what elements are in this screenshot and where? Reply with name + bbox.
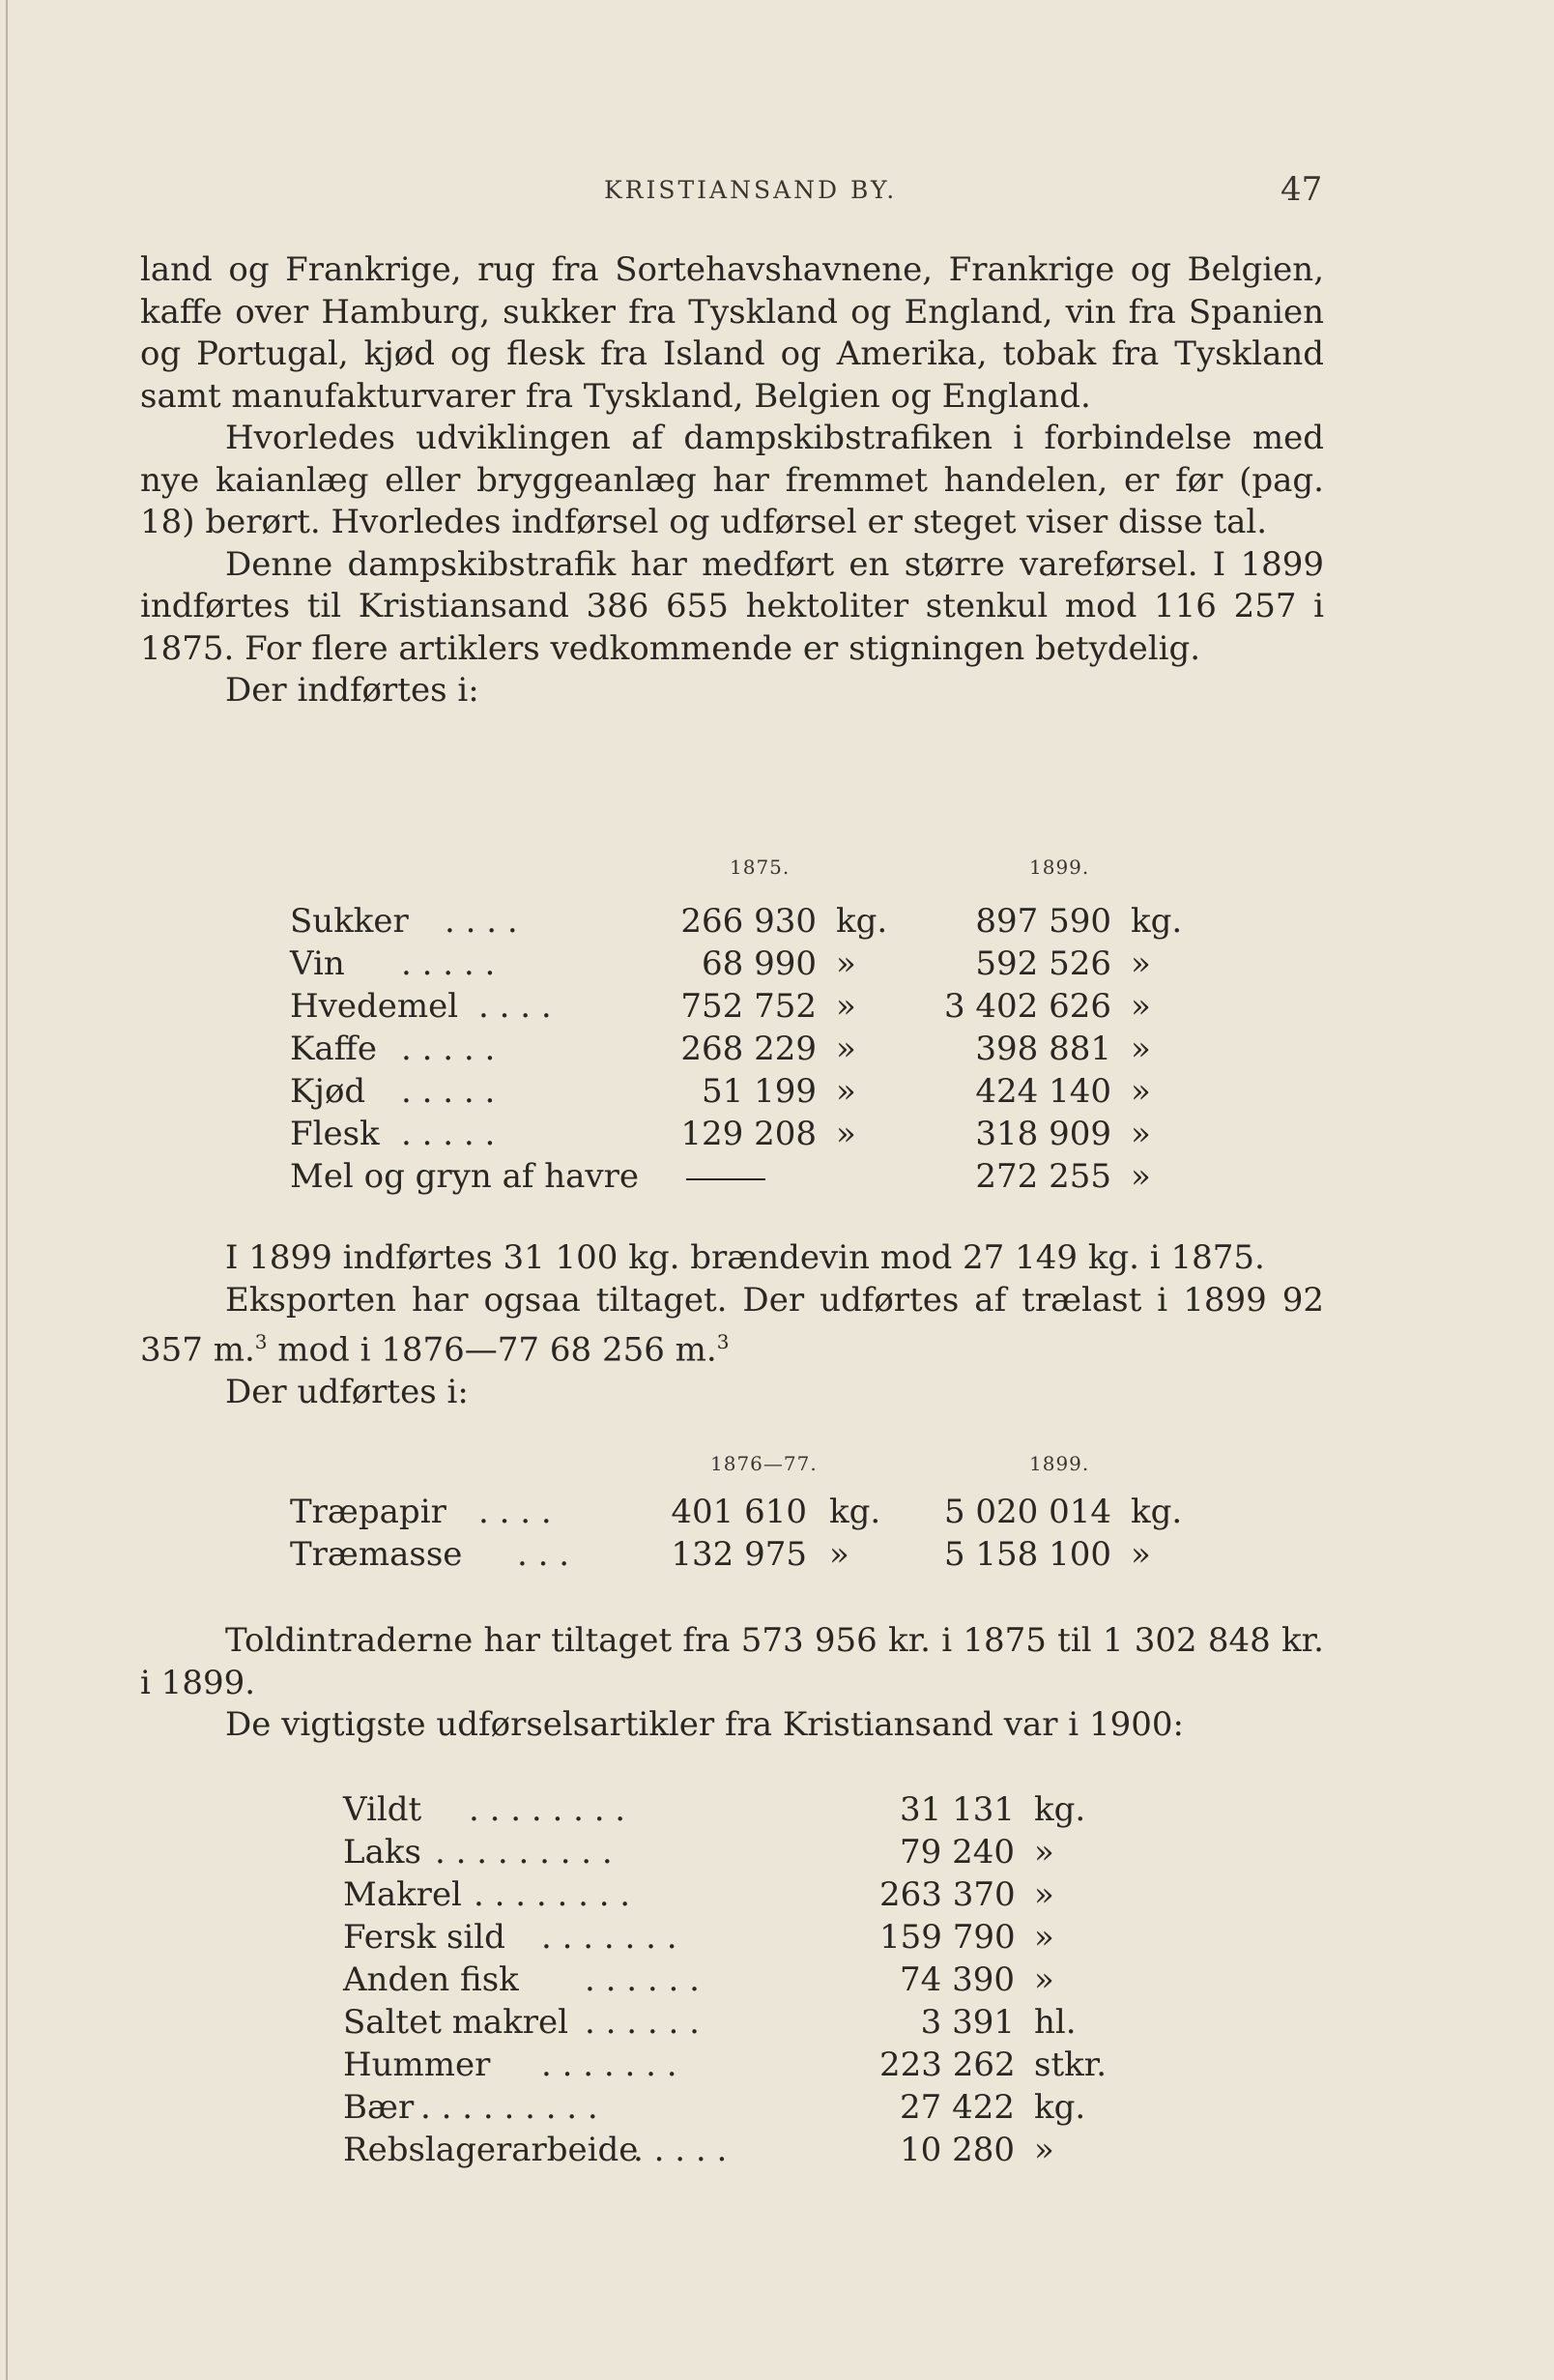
empty-value-dash — [686, 1178, 765, 1180]
unit-1875: » — [836, 1030, 856, 1068]
table-row — [290, 1493, 1208, 1535]
value-1875: 268 229 — [680, 1030, 817, 1068]
value-1899: 398 881 — [975, 1030, 1111, 1068]
leader-dots: . . . . . . . . . — [435, 1833, 613, 1872]
value-1876-77: 401 610 — [671, 1493, 807, 1531]
leader-dots: . . . . . . — [585, 2003, 700, 2042]
row-label: Saltet makrel — [343, 2003, 569, 2042]
value-1899: 272 255 — [975, 1157, 1111, 1196]
paragraph: Toldintraderne har tiltaget fra 573 956 kr. i 1875 til 1 302 848 kr. i 1899. — [140, 1621, 1324, 1702]
value-1899: 5 158 100 — [943, 1535, 1111, 1574]
row-unit: hl. — [1034, 2003, 1077, 2042]
paragraph: Hvorledes udviklingen af dampskibstrafiken i forbindelse med nye kaianlæg eller bryggeanlæg har fremmet handelen, er før (pag. 18) berørt. Hvorledes indførsel og udførsel er steget viser disse tal. — [140, 419, 1324, 541]
value-1875: 129 208 — [680, 1115, 817, 1153]
page-header — [0, 166, 1554, 215]
table-row — [343, 2046, 1213, 2088]
leader-dots: . . . . . — [401, 1030, 496, 1068]
row-unit: kg. — [1034, 1790, 1086, 1829]
unit-1875: » — [836, 944, 856, 983]
row-value: 223 262 — [879, 2046, 1016, 2084]
row-value: 74 390 — [900, 1960, 1015, 1999]
row-label: Hvedemel — [290, 987, 459, 1026]
unit-1899: » — [1131, 1115, 1151, 1153]
row-label: Laks — [343, 1833, 421, 1872]
row-label: Træpapir — [290, 1493, 446, 1531]
row-value: 159 790 — [879, 1918, 1016, 1957]
leader-dots: . . . . . . . . — [474, 1875, 631, 1914]
row-value: 263 370 — [879, 1875, 1016, 1914]
table-row — [343, 1918, 1213, 1960]
table-row — [290, 1115, 1208, 1157]
row-value: 31 131 — [900, 1790, 1015, 1829]
unit-1899: » — [1131, 987, 1151, 1026]
row-unit: » — [1034, 2131, 1054, 2169]
value-1899: 424 140 — [975, 1072, 1111, 1111]
column-header: 1876—77. — [710, 1452, 818, 1475]
column-header: 1899. — [1029, 856, 1090, 879]
value-1875: 752 752 — [680, 987, 817, 1026]
row-label: Hummer — [343, 2046, 491, 2084]
unit-1876-77: kg. — [829, 1493, 881, 1531]
row-label: Kjød — [290, 1072, 366, 1111]
row-value: 10 280 — [900, 2131, 1015, 2169]
table-row — [290, 902, 1208, 944]
leader-dots: . . . — [517, 1535, 570, 1574]
leader-dots: . . . . . . . . — [469, 1790, 626, 1829]
table-row — [290, 944, 1208, 987]
row-unit: stkr. — [1034, 2046, 1108, 2084]
column-header: 1875. — [730, 856, 791, 879]
paragraph: Der indførtes i: — [225, 671, 479, 710]
table-row — [343, 2088, 1213, 2131]
value-1875: 266 930 — [680, 902, 817, 941]
unit-1899: kg. — [1131, 1493, 1183, 1531]
body-text-bottom — [140, 1620, 1324, 1747]
leader-dots: . . . . . — [401, 944, 496, 983]
unit-1899: » — [1131, 944, 1151, 983]
scan-edge-line — [6, 0, 8, 2380]
table-row — [290, 987, 1208, 1030]
row-value: 27 422 — [900, 2088, 1015, 2127]
page-number: 47 — [1281, 170, 1323, 209]
row-unit: » — [1034, 1875, 1054, 1914]
column-header: 1899. — [1029, 1452, 1090, 1475]
paragraph: Denne dampskibstrafik har medført en større vareførsel. I 1899 indførtes til Kristiansand 386 655 hektoliter stenkul mod 116 257 i 1875. For flere artiklers vedkommende er stigningen betydelig. — [140, 544, 1324, 668]
leader-dots: . . . . . . . — [541, 2046, 677, 2084]
paragraph: De vigtigste udførselsartikler fra Kristiansand var i 1900: — [225, 1705, 1184, 1744]
unit-1899: » — [1131, 1535, 1151, 1574]
row-label: Vin — [290, 944, 345, 983]
leader-dots: . . . . . . — [585, 1960, 700, 1999]
leader-dots: . . . . . — [401, 1072, 496, 1111]
row-unit: » — [1034, 1918, 1054, 1957]
table-row — [343, 1960, 1213, 2003]
table-row — [343, 2131, 1213, 2173]
row-label: Mel og gryn af havre — [290, 1157, 640, 1196]
row-label: Flesk — [290, 1115, 380, 1153]
unit-1899: kg. — [1131, 902, 1183, 941]
row-value: 79 240 — [900, 1833, 1015, 1872]
value-1875: 51 199 — [702, 1072, 817, 1111]
unit-1899: » — [1131, 1157, 1151, 1196]
row-label: Vildt — [343, 1790, 422, 1829]
paragraph: I 1899 indførtes 31 100 kg. brændevin mod 27 149 kg. i 1875. — [225, 1238, 1265, 1277]
value-1899: 897 590 — [975, 902, 1111, 941]
row-label: Bær — [343, 2088, 415, 2127]
unit-1899: » — [1131, 1072, 1151, 1111]
unit-1875: » — [836, 1072, 856, 1111]
table-row — [343, 1875, 1213, 1918]
leader-dots: . . . . . — [633, 2131, 728, 2169]
export-table — [290, 1452, 1208, 1587]
value-1876-77: 132 975 — [671, 1535, 807, 1574]
value-1875: 68 990 — [702, 944, 817, 983]
paragraph: Eksporten har ogsaa tiltaget. Der udførtes af trælast i 1899 92 357 m.$^3$ mod i 1876—77 68 256 m.$^3$ — [140, 1280, 1324, 1370]
table-row — [343, 1833, 1213, 1875]
row-label: Kaffe — [290, 1030, 377, 1068]
leader-dots: . . . . . . . . . — [420, 2088, 598, 2127]
row-label: Anden fisk — [343, 1960, 519, 1999]
table-row — [343, 2003, 1213, 2046]
value-1899: 5 020 014 — [943, 1493, 1111, 1531]
leader-dots: . . . . — [478, 987, 552, 1026]
row-label: Rebslagerarbeide — [343, 2131, 639, 2169]
row-value: 3 391 — [920, 2003, 1015, 2042]
value-1899: 318 909 — [975, 1115, 1111, 1153]
table-row — [290, 1157, 1208, 1200]
unit-1876-77: » — [829, 1535, 849, 1574]
row-label: Træmasse — [290, 1535, 463, 1574]
leader-dots: . . . . — [478, 1493, 552, 1531]
leader-dots: . . . . . — [401, 1115, 496, 1153]
row-label: Fersk sild — [343, 1918, 505, 1957]
unit-1875: kg. — [836, 902, 888, 941]
running-title: KRISTIANSAND BY. — [604, 176, 898, 204]
leader-dots: . . . . — [445, 902, 518, 941]
value-1899: 592 526 — [975, 944, 1111, 983]
table-row — [290, 1535, 1208, 1578]
body-text-middle — [140, 1237, 1324, 1413]
table-row — [290, 1030, 1208, 1072]
unit-1875: » — [836, 987, 856, 1026]
paragraph: land og Frankrige, rug fra Sortehavshavnene, Frankrige og Belgien, kaffe over Hamburg, sukker fra Tyskland og England, vin fra Spanien og Portugal, kjød og flesk fra Island og Amerika, tobak fra Tyskland samt manufakturvarer fra Tyskland, Belgien og England. — [140, 250, 1324, 416]
row-unit: » — [1034, 1833, 1054, 1872]
row-unit: kg. — [1034, 2088, 1086, 2127]
row-label: Sukker — [290, 902, 409, 941]
unit-1899: » — [1131, 1030, 1151, 1068]
table-row — [290, 1072, 1208, 1115]
export-goods-table — [343, 1790, 1213, 2187]
leader-dots: . . . . . . . — [541, 1918, 677, 1957]
table-row — [343, 1790, 1213, 1833]
paragraph: Der udførtes i: — [225, 1372, 469, 1411]
body-text-top — [140, 249, 1324, 712]
unit-1875: » — [836, 1115, 856, 1153]
row-label: Makrel — [343, 1875, 462, 1914]
row-unit: » — [1034, 1960, 1054, 1999]
value-1899: 3 402 626 — [943, 987, 1111, 1026]
import-table — [290, 856, 1208, 1204]
